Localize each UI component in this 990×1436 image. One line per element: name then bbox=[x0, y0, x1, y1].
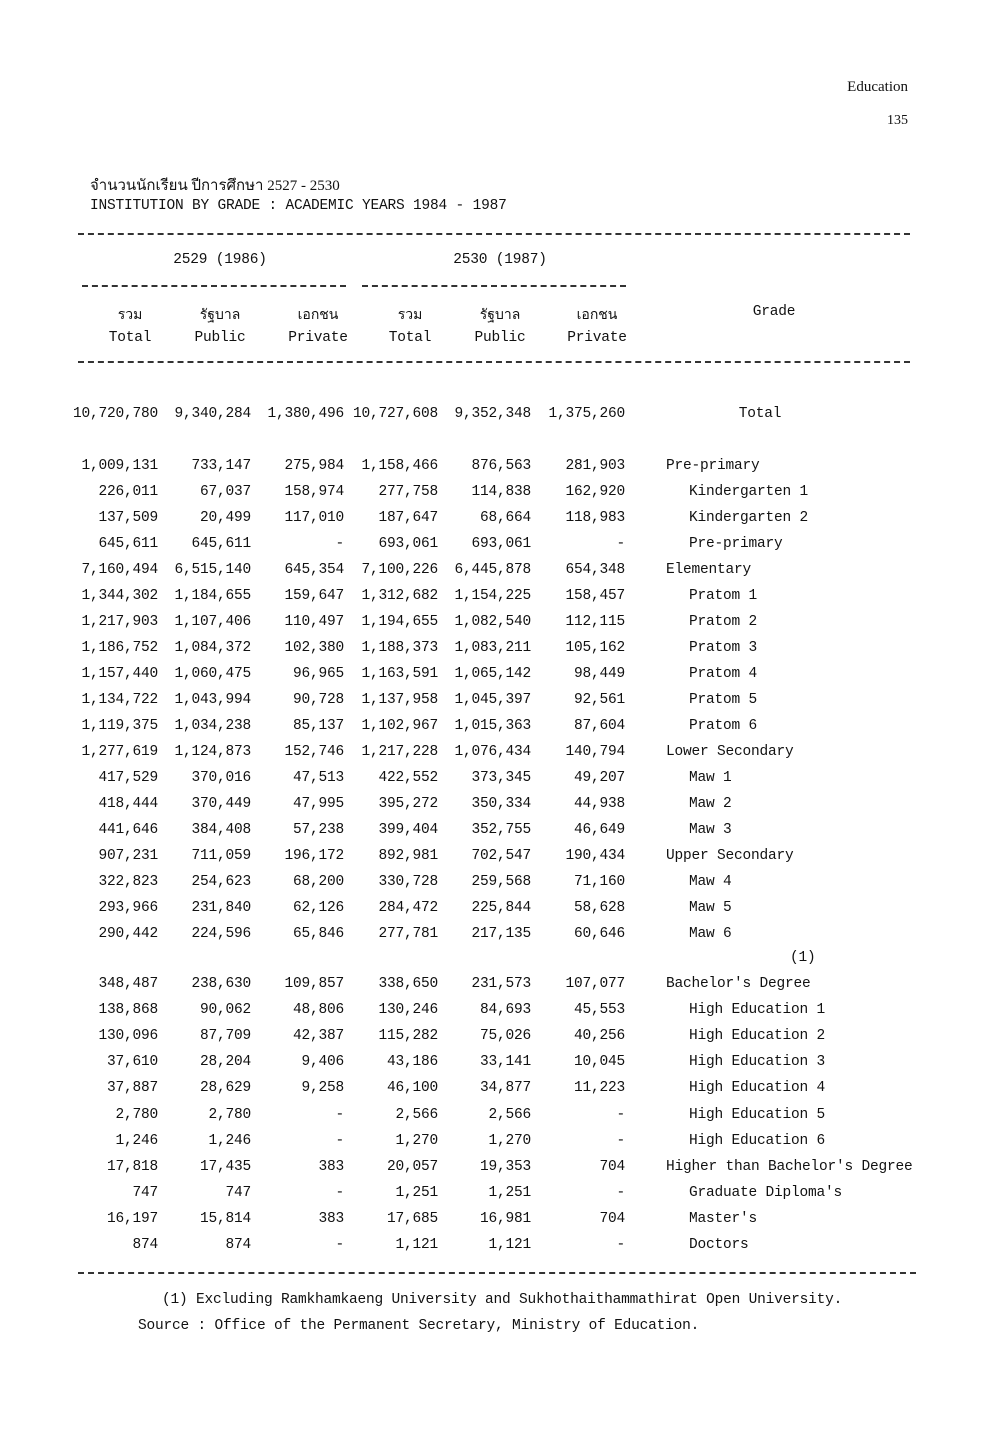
cell-private-1986: 9,258 bbox=[301, 1080, 344, 1097]
cell-public-1987: 217,135 bbox=[471, 926, 531, 942]
cell-private-1986: 47,513 bbox=[292, 770, 344, 786]
cell-total-1987: 1,163,591 bbox=[361, 666, 438, 682]
cell-public-1986: 370,016 bbox=[191, 770, 251, 786]
cell-private-1986: 57,238 bbox=[292, 822, 344, 838]
cell-public-1986: 254,623 bbox=[191, 874, 251, 890]
year-header-1986: 2529 (1986) bbox=[173, 252, 267, 268]
cell-private-1987: 46,649 bbox=[573, 822, 625, 838]
cell-public-1986: 90,062 bbox=[199, 1002, 251, 1019]
cell-total-1986: 1,246 bbox=[115, 1132, 158, 1149]
cell-total-1986: 7,160,494 bbox=[81, 562, 158, 578]
cell-public-1987: 1,154,225 bbox=[454, 588, 531, 604]
table-row bbox=[0, 1185, 990, 1207]
col-public-1987: Public bbox=[474, 330, 526, 346]
cell-private-1986: 383 bbox=[318, 1210, 344, 1227]
cell-total-1986: 1,186,752 bbox=[81, 640, 158, 656]
cell-private-1986: 383 bbox=[318, 1158, 344, 1175]
table-row bbox=[0, 822, 990, 844]
cell-total-1987: 43,186 bbox=[386, 1054, 438, 1071]
cell-public-1987: 876,563 bbox=[471, 458, 531, 474]
cell-total-1986: 17,818 bbox=[106, 1158, 158, 1175]
cell-private-1986: 275,984 bbox=[284, 458, 344, 474]
cell-public-1986: 231,840 bbox=[191, 900, 251, 916]
col-private-1986: Private bbox=[288, 330, 348, 346]
cell-private-1987: 107,077 bbox=[565, 976, 625, 992]
cell-total-1986: 874 bbox=[132, 1237, 158, 1253]
cell-total-1986: 16,197 bbox=[106, 1210, 158, 1227]
grade-label: Pratom 1 bbox=[689, 588, 758, 604]
cell-private-1987: 10,045 bbox=[573, 1054, 625, 1071]
cell-public-1986: 28,629 bbox=[199, 1080, 251, 1097]
table-row bbox=[0, 718, 990, 740]
cell-total-1987: 17,685 bbox=[386, 1210, 438, 1227]
cell-public-1987: 1,270 bbox=[488, 1132, 531, 1149]
cell-public-1986: 224,596 bbox=[191, 926, 251, 942]
cell-total-1987: 1,102,967 bbox=[361, 718, 438, 734]
cell-private-1987: 71,160 bbox=[573, 874, 625, 890]
cell-total-1986: 348,487 bbox=[98, 976, 158, 992]
cell-public-1986: 20,499 bbox=[199, 510, 251, 526]
table-row bbox=[0, 562, 990, 584]
cell-total-1987: 187,647 bbox=[378, 510, 438, 526]
cell-public-1987: 16,981 bbox=[479, 1210, 531, 1227]
cell-private-1986: 645,354 bbox=[284, 562, 344, 578]
cell-private-1986: - bbox=[335, 536, 344, 552]
cell-total-1986: 1,119,375 bbox=[81, 718, 158, 734]
cell-public-1987: 352,755 bbox=[471, 822, 531, 838]
col-public-1986: Public bbox=[194, 330, 246, 346]
cell-total-1987: 46,100 bbox=[386, 1080, 438, 1097]
table-top-rule bbox=[78, 233, 910, 235]
cell-total-1987: 2,566 bbox=[395, 1106, 438, 1123]
cell-total-1986: 37,887 bbox=[106, 1080, 158, 1097]
cell-total-1987: 277,781 bbox=[378, 926, 438, 942]
grade-label: High Education 3 bbox=[689, 1054, 826, 1071]
cell-private-1987: 44,938 bbox=[573, 796, 625, 812]
grade-label: Pratom 5 bbox=[689, 692, 758, 708]
cell-private-1987: - bbox=[616, 1237, 625, 1253]
cell-private-1986: 117,010 bbox=[284, 510, 344, 526]
cell-private-1986: 96,965 bbox=[292, 666, 344, 682]
cell-private-1986: 47,995 bbox=[292, 796, 344, 812]
table-row bbox=[0, 510, 990, 532]
table-row bbox=[0, 770, 990, 792]
cell-public-1986: 6,515,140 bbox=[174, 562, 251, 578]
cell-private-1986: 9,406 bbox=[301, 1054, 344, 1071]
grade-label: Kindergarten 2 bbox=[689, 510, 809, 526]
cell-total-1987: 338,650 bbox=[378, 976, 438, 992]
cell-total-1986: 1,157,440 bbox=[81, 666, 158, 682]
cell-public-1986: 28,204 bbox=[199, 1054, 251, 1071]
cell-total-1986: 1,277,619 bbox=[81, 744, 158, 760]
cell-public-1987: 1,083,211 bbox=[454, 640, 531, 656]
cell-total-1986: 417,529 bbox=[98, 770, 158, 786]
cell-public-1987: 34,877 bbox=[479, 1080, 531, 1097]
cell-public-1987: 1,065,142 bbox=[454, 666, 531, 682]
cell-total-1986: 130,096 bbox=[98, 1028, 158, 1045]
table-row bbox=[0, 1054, 990, 1076]
grade-label: Maw 3 bbox=[689, 822, 732, 838]
cell-private-1987: 98,449 bbox=[573, 666, 625, 682]
cell-private-1987: 140,794 bbox=[565, 744, 625, 760]
table-row bbox=[0, 692, 990, 714]
cell-public-1987: 1,082,540 bbox=[454, 614, 531, 630]
grade-label: Maw 5 bbox=[689, 900, 732, 916]
cell-total-1986: 137,509 bbox=[98, 510, 158, 526]
cell-total-1986: 645,611 bbox=[98, 536, 158, 552]
grade-label: Doctors bbox=[689, 1237, 749, 1253]
grade-label: Maw 1 bbox=[689, 770, 732, 786]
cell-total-1986: 1,134,722 bbox=[81, 692, 158, 708]
cell-total-1986: 226,011 bbox=[98, 484, 158, 500]
table-row bbox=[0, 874, 990, 896]
cell-public-1986: 1,184,655 bbox=[174, 588, 251, 604]
cell-total-1986: 322,823 bbox=[98, 874, 158, 890]
col-thai-total-1987: รวม bbox=[397, 308, 423, 323]
cell-public-1987: 1,045,397 bbox=[454, 692, 531, 708]
footnote: (1) Excluding Ramkhamkaeng University and Sukhothaithammathirat Open University. bbox=[162, 1292, 843, 1308]
cell-public-1986: 1,107,406 bbox=[174, 614, 251, 630]
grade-label: Elementary bbox=[666, 562, 752, 578]
table-row bbox=[0, 484, 990, 506]
cell-private-1986: 62,126 bbox=[292, 900, 344, 916]
col-thai-private-1986: เอกชน bbox=[297, 308, 339, 323]
cell-total-1986: 293,966 bbox=[98, 900, 158, 916]
table-row bbox=[0, 926, 990, 948]
cell-total-1986: 1,217,903 bbox=[81, 614, 158, 630]
cell-private-1986: 65,846 bbox=[292, 926, 344, 942]
grade-label: Pratom 3 bbox=[689, 640, 758, 656]
cell-total-1986: 1,009,131 bbox=[81, 458, 158, 474]
cell-total-1987: 1,188,373 bbox=[361, 640, 438, 656]
cell-private-1986: 196,172 bbox=[284, 848, 344, 864]
cell-private-1986: 158,974 bbox=[284, 484, 344, 500]
col-thai-total-1986: รวม bbox=[117, 308, 143, 323]
table-row bbox=[0, 900, 990, 922]
cell-total-1986: 1,344,302 bbox=[81, 588, 158, 604]
cell-public-1987: 2,566 bbox=[488, 1106, 531, 1123]
grade-label: Pratom 2 bbox=[689, 614, 758, 630]
table-bottom-rule bbox=[78, 1272, 916, 1274]
col-thai-public-1987: รัฐบาล bbox=[479, 308, 521, 323]
cell-public-1986: 370,449 bbox=[191, 796, 251, 812]
cell-private-1986: 102,380 bbox=[284, 640, 344, 656]
cell-total-1987: 115,282 bbox=[378, 1028, 438, 1045]
cell-total-1986: 747 bbox=[132, 1184, 158, 1201]
cell-private-1987: 49,207 bbox=[573, 770, 625, 786]
cell-total-1987: 330,728 bbox=[378, 874, 438, 890]
cell-public-1987: 1,121 bbox=[488, 1237, 531, 1253]
cell-total-1987: 693,061 bbox=[378, 536, 438, 552]
cell-private-1987: 190,434 bbox=[565, 848, 625, 864]
cell-public-1987: 6,445,878 bbox=[454, 562, 531, 578]
grade-label: High Education 1 bbox=[689, 1002, 826, 1019]
grade-label: Pratom 6 bbox=[689, 718, 758, 734]
table-row bbox=[0, 976, 990, 998]
cell-public-1986: 1,060,475 bbox=[174, 666, 251, 682]
cell-public-1987: 33,141 bbox=[479, 1054, 531, 1071]
cell-public-1986: 15,814 bbox=[199, 1210, 251, 1227]
col-private-1987: Private bbox=[567, 330, 627, 346]
cell-private-1986: 110,497 bbox=[284, 614, 344, 630]
cell-total-1986: 441,646 bbox=[98, 822, 158, 838]
grade-label: Lower Secondary bbox=[666, 744, 794, 760]
cell-total-1987: 284,472 bbox=[378, 900, 438, 916]
table-row bbox=[0, 1028, 990, 1050]
table-row bbox=[0, 1080, 990, 1102]
source-note: Source : Office of the Permanent Secretary, Ministry of Education. bbox=[138, 1318, 700, 1334]
cell-total-1986: 907,231 bbox=[98, 848, 158, 864]
col-thai-private-1987: เอกชน bbox=[576, 308, 618, 323]
cell-total-1987: 1,251 bbox=[395, 1184, 438, 1201]
cell-private-1986: 48,806 bbox=[292, 1002, 344, 1019]
cell-total-1987: 395,272 bbox=[378, 796, 438, 812]
cell-total-1986: 138,868 bbox=[98, 1002, 158, 1019]
cell-private-1986: 42,387 bbox=[292, 1028, 344, 1045]
table-row bbox=[0, 848, 990, 870]
section-label: Education bbox=[847, 79, 908, 95]
cell-private-1987: 105,162 bbox=[565, 640, 625, 656]
cell-private-1987: 118,983 bbox=[565, 510, 625, 526]
grade-label: Pre-primary bbox=[666, 458, 760, 474]
cell-total-1986: 290,442 bbox=[98, 926, 158, 942]
grade-label: Bachelor's Degree bbox=[666, 976, 811, 992]
cell-public-1987: 1,251 bbox=[488, 1184, 531, 1201]
cell-public-1986: 1,246 bbox=[208, 1132, 251, 1149]
col-thai-public-1986: รัฐบาล bbox=[199, 308, 241, 323]
cell-private-1987: 158,457 bbox=[565, 588, 625, 604]
grade-label: Master's bbox=[689, 1210, 758, 1227]
table-title-thai: จำนวนนักเรียน ปีการศึกษา 2527 - 2530 bbox=[90, 178, 340, 194]
table-row bbox=[0, 796, 990, 818]
cell-total-1986: 10,720,780 bbox=[72, 406, 158, 422]
cell-total-1987: 399,404 bbox=[378, 822, 438, 838]
footnote-marker: (1) bbox=[790, 950, 816, 966]
grade-label: Higher than Bachelor's Degree bbox=[666, 1158, 913, 1175]
cell-private-1987: 58,628 bbox=[573, 900, 625, 916]
grade-label: Maw 4 bbox=[689, 874, 732, 890]
cell-private-1987: - bbox=[616, 1132, 625, 1149]
cell-public-1986: 1,043,994 bbox=[174, 692, 251, 708]
cell-public-1986: 17,435 bbox=[199, 1158, 251, 1175]
cell-public-1987: 350,334 bbox=[471, 796, 531, 812]
grade-label: Graduate Diploma's bbox=[689, 1184, 843, 1201]
cell-private-1986: - bbox=[335, 1237, 344, 1253]
grade-label: Kindergarten 1 bbox=[689, 484, 809, 500]
cell-private-1987: 704 bbox=[599, 1158, 625, 1175]
cell-public-1987: 373,345 bbox=[471, 770, 531, 786]
cell-private-1987: - bbox=[616, 536, 625, 552]
grade-label: Total bbox=[738, 406, 782, 422]
cell-private-1987: 11,223 bbox=[573, 1080, 625, 1097]
cell-private-1987: 40,256 bbox=[573, 1028, 625, 1045]
cell-total-1987: 1,158,466 bbox=[361, 458, 438, 474]
cell-private-1987: 281,903 bbox=[565, 458, 625, 474]
cell-total-1987: 7,100,226 bbox=[361, 562, 438, 578]
cell-public-1986: 733,147 bbox=[191, 458, 251, 474]
cell-public-1987: 114,838 bbox=[471, 484, 531, 500]
cell-total-1987: 1,270 bbox=[395, 1132, 438, 1149]
cell-private-1987: 112,115 bbox=[565, 614, 625, 630]
cell-private-1986: 109,857 bbox=[284, 976, 344, 992]
cell-total-1987: 1,137,958 bbox=[361, 692, 438, 708]
grade-label: High Education 2 bbox=[689, 1028, 826, 1045]
cell-public-1987: 1,076,434 bbox=[454, 744, 531, 760]
cell-private-1986: 1,380,496 bbox=[267, 406, 344, 422]
grade-label: Pratom 4 bbox=[689, 666, 758, 682]
cell-private-1987: 654,348 bbox=[565, 562, 625, 578]
cell-total-1987: 422,552 bbox=[378, 770, 438, 786]
cell-total-1987: 1,194,655 bbox=[361, 614, 438, 630]
table-row bbox=[0, 640, 990, 662]
cell-total-1987: 277,758 bbox=[378, 484, 438, 500]
cell-public-1987: 693,061 bbox=[471, 536, 531, 552]
cell-private-1986: 68,200 bbox=[292, 874, 344, 890]
cell-public-1987: 231,573 bbox=[471, 976, 531, 992]
table-row bbox=[0, 1159, 990, 1181]
cell-private-1986: 85,137 bbox=[292, 718, 344, 734]
cell-public-1986: 384,408 bbox=[191, 822, 251, 838]
cell-total-1987: 1,217,228 bbox=[361, 744, 438, 760]
grade-label: Pre-primary bbox=[689, 536, 783, 552]
cell-total-1987: 1,312,682 bbox=[361, 588, 438, 604]
grade-label: Upper Secondary bbox=[666, 848, 794, 864]
cell-public-1987: 225,844 bbox=[471, 900, 531, 916]
table-row bbox=[0, 1211, 990, 1233]
cell-public-1986: 747 bbox=[225, 1184, 251, 1201]
cell-private-1987: 162,920 bbox=[565, 484, 625, 500]
cell-public-1986: 1,124,873 bbox=[174, 744, 251, 760]
grade-label: Maw 6 bbox=[689, 926, 732, 942]
cell-private-1986: - bbox=[335, 1106, 344, 1123]
cell-private-1986: - bbox=[335, 1132, 344, 1149]
cell-public-1987: 9,352,348 bbox=[454, 406, 531, 422]
cell-public-1986: 1,034,238 bbox=[174, 718, 251, 734]
cell-total-1987: 10,727,608 bbox=[352, 406, 438, 422]
cell-private-1987: 60,646 bbox=[573, 926, 625, 942]
table-row bbox=[0, 666, 990, 688]
cell-public-1986: 645,611 bbox=[191, 536, 251, 552]
col-total-1986: Total bbox=[108, 330, 152, 346]
cell-total-1987: 1,121 bbox=[395, 1237, 438, 1253]
cell-public-1986: 2,780 bbox=[208, 1106, 251, 1123]
year-rule-1986 bbox=[82, 285, 346, 287]
cell-private-1987: 1,375,260 bbox=[548, 406, 625, 422]
grade-label: High Education 6 bbox=[689, 1132, 826, 1149]
grade-label: High Education 4 bbox=[689, 1080, 826, 1097]
cell-public-1986: 711,059 bbox=[191, 848, 251, 864]
cell-public-1986: 67,037 bbox=[199, 484, 251, 500]
cell-public-1987: 75,026 bbox=[479, 1028, 531, 1045]
cell-public-1986: 874 bbox=[225, 1237, 251, 1253]
cell-private-1986: 159,647 bbox=[284, 588, 344, 604]
cell-public-1986: 1,084,372 bbox=[174, 640, 251, 656]
cell-public-1987: 19,353 bbox=[479, 1158, 531, 1175]
cell-private-1986: 152,746 bbox=[284, 744, 344, 760]
cell-private-1987: 45,553 bbox=[573, 1002, 625, 1019]
table-row bbox=[0, 744, 990, 766]
col-total-1987: Total bbox=[388, 330, 432, 346]
cell-public-1986: 87,709 bbox=[199, 1028, 251, 1045]
header-bottom-rule bbox=[78, 361, 910, 363]
cell-public-1987: 702,547 bbox=[471, 848, 531, 864]
table-row bbox=[0, 536, 990, 558]
cell-total-1987: 130,246 bbox=[378, 1002, 438, 1019]
cell-total-1986: 418,444 bbox=[98, 796, 158, 812]
cell-public-1987: 1,015,363 bbox=[454, 718, 531, 734]
cell-public-1987: 68,664 bbox=[479, 510, 531, 526]
year-rule-1987 bbox=[362, 285, 626, 287]
grade-label: Maw 2 bbox=[689, 796, 732, 812]
cell-total-1987: 20,057 bbox=[386, 1158, 438, 1175]
cell-private-1986: - bbox=[335, 1184, 344, 1201]
cell-private-1987: 92,561 bbox=[573, 692, 625, 708]
cell-private-1986: 90,728 bbox=[292, 692, 344, 708]
cell-public-1986: 238,630 bbox=[191, 976, 251, 992]
table-row bbox=[0, 1107, 990, 1129]
table-row bbox=[0, 458, 990, 480]
grade-header: Grade bbox=[752, 304, 796, 320]
year-header-1987: 2530 (1987) bbox=[453, 252, 547, 268]
cell-total-1986: 37,610 bbox=[106, 1054, 158, 1071]
cell-public-1987: 84,693 bbox=[479, 1002, 531, 1019]
table-row bbox=[0, 1133, 990, 1155]
page-number: 135 bbox=[887, 113, 908, 128]
table-row bbox=[0, 1237, 990, 1259]
cell-public-1986: 9,340,284 bbox=[174, 406, 251, 422]
table-title-english: INSTITUTION BY GRADE : ACADEMIC YEARS 1984 - 1987 bbox=[90, 198, 507, 214]
cell-public-1987: 259,568 bbox=[471, 874, 531, 890]
cell-private-1987: 704 bbox=[599, 1210, 625, 1227]
table-row bbox=[0, 588, 990, 610]
cell-total-1986: 2,780 bbox=[115, 1106, 158, 1123]
table-row bbox=[0, 614, 990, 636]
grade-label: High Education 5 bbox=[689, 1106, 826, 1123]
cell-private-1987: - bbox=[616, 1106, 625, 1123]
table-row bbox=[0, 406, 990, 428]
cell-total-1987: 892,981 bbox=[378, 848, 438, 864]
cell-private-1987: - bbox=[616, 1184, 625, 1201]
table-row bbox=[0, 1002, 990, 1024]
cell-private-1987: 87,604 bbox=[573, 718, 625, 734]
